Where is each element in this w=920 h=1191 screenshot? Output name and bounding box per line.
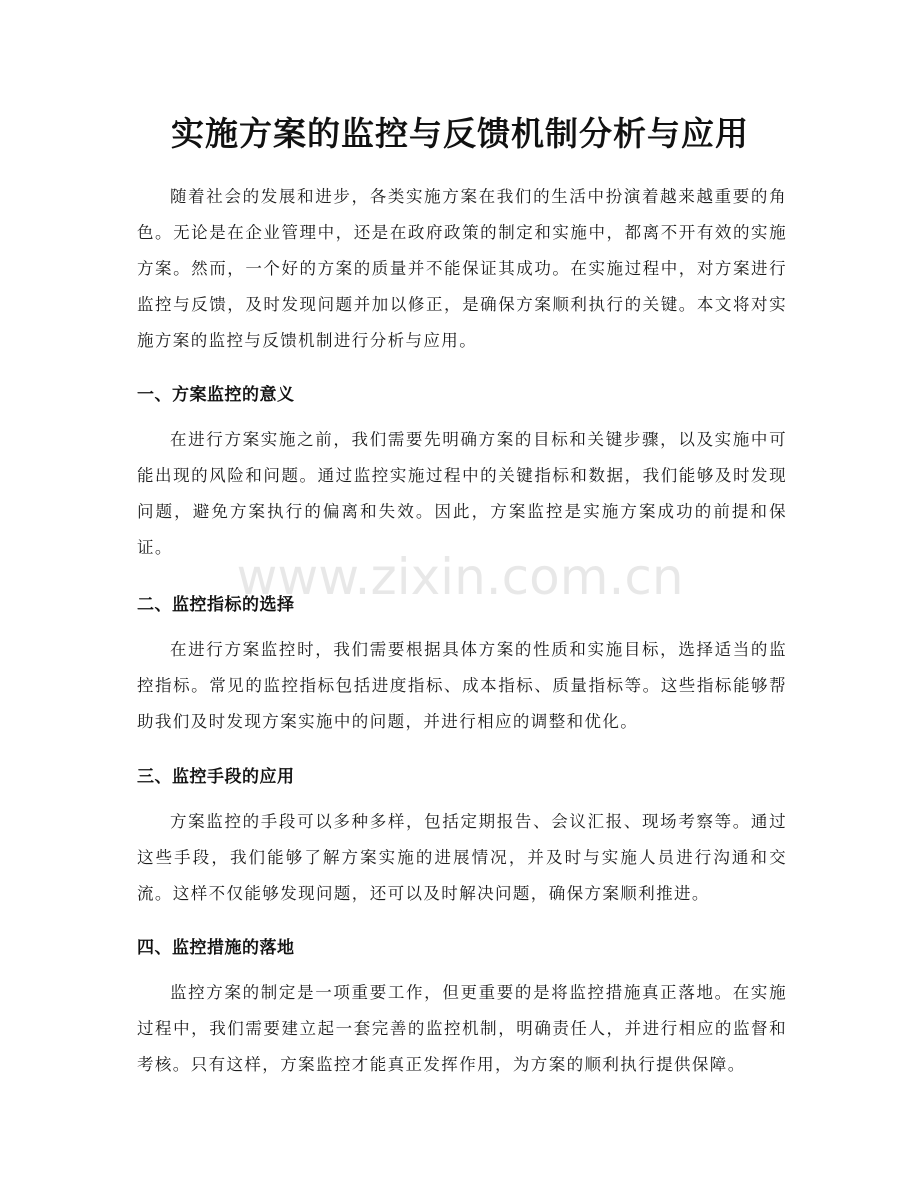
- section-body-3: 方案监控的手段可以多种多样，包括定期报告、会议汇报、现场考察等。通过这些手段，我们能够了解方案实施的进展情况，并及时与实施人员进行沟通和交流。这样不仅能够发现问题，还可以及时解决问题，确保方案顺利推进。: [137, 812, 787, 903]
- section-body-2: 在进行方案监控时，我们需要根据具体方案的性质和实施目标，选择适当的监控指标。常见的监控指标包括进度指标、成本指标、质量指标等。这些指标能够帮助我们及时发现方案实施中的问题，并进行相应的调整和优化。: [137, 640, 787, 731]
- page-title: 实施方案的监控与反馈机制分析与应用: [171, 114, 749, 153]
- section-heading-2: 二、监控指标的选择: [137, 595, 295, 615]
- section-body-4: 监控方案的制定是一项重要工作，但更重要的是将监控措施真正落地。在实施过程中，我们需要建立起一套完善的监控机制，明确责任人，并进行相应的监督和考核。只有这样，方案监控才能真正发挥作用，为方案的顺利执行提供保障。: [137, 983, 787, 1074]
- section-heading-4: 四、监控措施的落地: [137, 938, 295, 958]
- intro-paragraph: 随着社会的发展和进步，各类实施方案在我们的生活中扮演着越来越重要的角色。无论是在企业管理中，还是在政府政策的制定和实施中，都离不开有效的实施方案。然而，一个好的方案的质量并不能保证其成功。在实施过程中，对方案进行监控与反馈，及时发现问题并加以修正，是确保方案顺利执行的关键。本文将对实施方案的监控与反馈机制进行分析与应用。: [137, 187, 787, 350]
- watermark: www.zixin.com.cn: [236, 548, 684, 606]
- section-body-1: 在进行方案实施之前，我们需要先明确方案的目标和关键步骤，以及实施中可能出现的风险和问题。通过监控实施过程中的关键指标和数据，我们能够及时发现问题，避免方案执行的偏离和失效。因此，方案监控是实施方案成功的前提和保证。: [137, 430, 787, 557]
- section-heading-3: 三、监控手段的应用: [137, 767, 295, 787]
- section-heading-1: 一、方案监控的意义: [137, 385, 295, 405]
